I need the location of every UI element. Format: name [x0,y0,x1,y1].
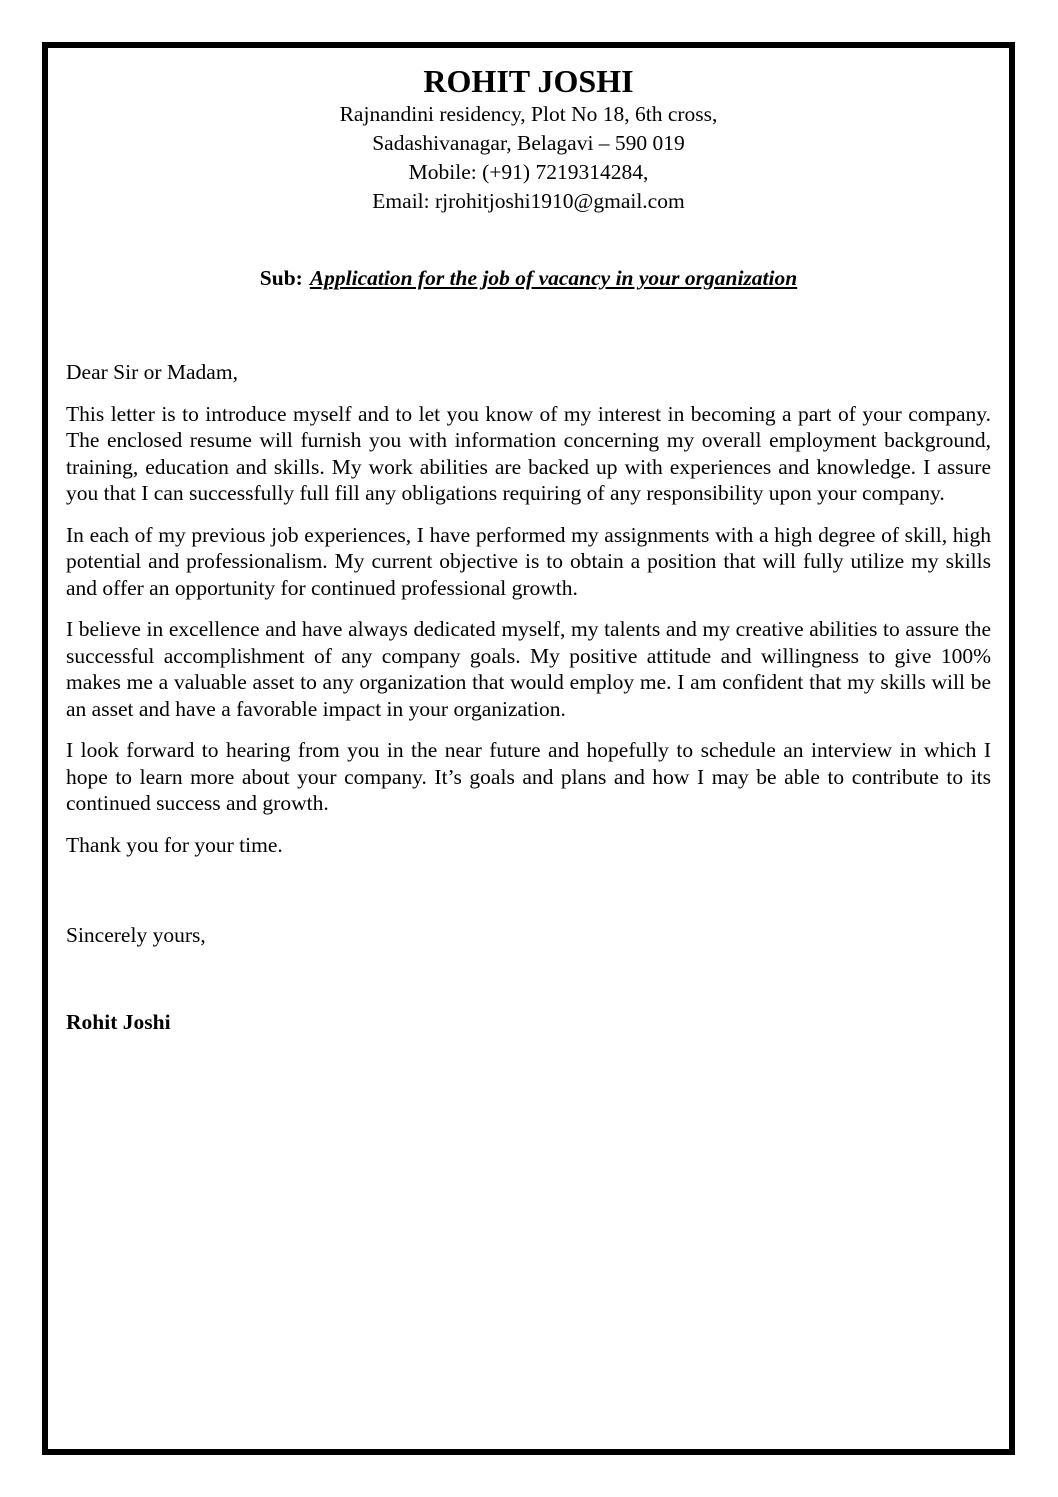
address-line-2: Sadashivanagar, Belagavi – 590 019 [372,131,685,155]
letter-body [64,359,993,1035]
letter-page-border [42,42,1015,1455]
sender-name: ROHIT JOSHI [423,63,634,99]
subject-text: Application for the job of vacancy in your organization [309,266,798,290]
address-line-1: Rajnandini residency, Plot No 18, 6th cross, [339,102,718,126]
closing-line: Sincerely yours, [66,923,206,947]
signature-name: Rohit Joshi [66,1009,171,1034]
body-paragraph-2: In each of my previous job experiences, I have performed my assignments with a high degree of skill, high potential and professionalism. My current objective is to obtain a position that will fully utilize my skills and offer an opportunity for continued professional growth. [66,522,991,600]
salutation: Dear Sir or Madam, [66,360,238,384]
letter-header [64,62,993,216]
thanks-line: Thank you for your time. [66,832,283,857]
body-paragraph-1: This letter is to introduce myself and to let you know of my interest in becoming a part of your company. The enclosed resume will furnish you with information concerning my overall employment background, training, education and skills. My work abilities are backed up with experiences and knowledge. I assure you that I can successfully full fill any obligations requiring of any responsibility upon your company. [66,401,991,505]
body-paragraph-3: I believe in excellence and have always dedicated myself, my talents and my creative abilities to assure the successful accomplishment of any company goals. My positive attitude and willingness to give 100% makes me a valuable asset to any organization that would employ me. I am confident that my skills will be an asset and have a favorable impact in your organization. [66,617,991,721]
subject-prefix: Sub: [259,266,303,290]
subject-line [64,266,993,291]
email-line: Email: rjrohitjoshi1910@gmail.com [372,189,685,213]
mobile-line: Mobile: (+91) 7219314284, [408,160,649,184]
body-paragraph-4: I look forward to hearing from you in the near future and hopefully to schedule an interview in which I hope to learn more about your company. It’s goals and plans and how I may be able to contribute to its continued success and growth. [66,738,991,815]
